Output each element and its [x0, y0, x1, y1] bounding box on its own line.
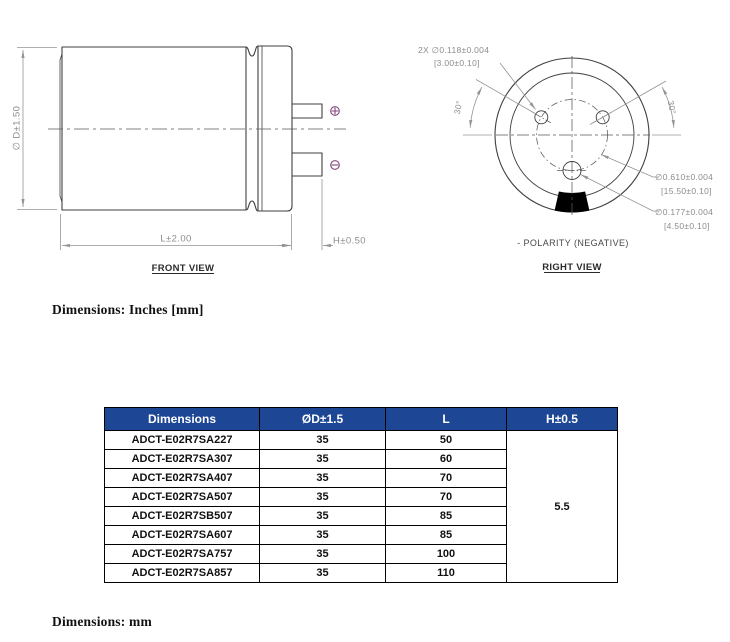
- negative-terminal-pin: [292, 153, 322, 176]
- polarity-hole-dimension-mm: [4.50±0.10]: [664, 221, 710, 231]
- part-number-cell: ADCT-E02R7SA227: [105, 431, 260, 450]
- length-cell: 85: [386, 526, 507, 545]
- diameter-cell: 35: [260, 469, 386, 488]
- diameter-cell: 35: [260, 450, 386, 469]
- polarity-hole-dimension-inches: ∅0.177±0.004: [655, 207, 714, 217]
- bolt-circle-dimension-inches: ∅0.610±0.004: [655, 172, 714, 182]
- diameter-cell: 35: [260, 431, 386, 450]
- column-header-dimensions: Dimensions: [105, 408, 260, 431]
- terminal-height-dimension-label: H±0.50: [333, 235, 366, 247]
- length-cell: 60: [386, 450, 507, 469]
- diameter-dimension-label: ∅ D±1.50: [11, 105, 23, 151]
- part-number-cell: ADCT-E02R7SA507: [105, 488, 260, 507]
- front-view-drawing: [0, 0, 400, 290]
- diameter-cell: 35: [260, 488, 386, 507]
- right-view-drawing: [400, 20, 730, 280]
- polarity-note: - POLARITY (NEGATIVE): [517, 238, 629, 248]
- negative-symbol-icon: [331, 161, 340, 170]
- diameter-cell: 35: [260, 545, 386, 564]
- column-header-height: H±0.5: [507, 408, 618, 431]
- dimensions-table: [104, 407, 618, 583]
- length-cell: 110: [386, 564, 507, 583]
- right-view-title: RIGHT VIEW: [542, 262, 602, 273]
- table-row: [105, 431, 618, 450]
- angle-dimension-left: 30°: [451, 99, 465, 116]
- front-view-dimension-lines: [17, 48, 333, 251]
- length-cell: 70: [386, 488, 507, 507]
- part-number-cell: ADCT-E02R7SA757: [105, 545, 260, 564]
- part-number-cell: ADCT-E02R7SA857: [105, 564, 260, 583]
- length-dimension-label: L±2.00: [160, 233, 192, 245]
- length-cell: 85: [386, 507, 507, 526]
- terminal-holes-dimension-mm: [3.00±0.10]: [434, 58, 480, 68]
- table-units-note: Dimensions: mm: [52, 614, 152, 629]
- drawing-units-note: Dimensions: Inches [mm]: [52, 302, 204, 317]
- diameter-cell: 35: [260, 526, 386, 545]
- positive-symbol-icon: [331, 107, 340, 116]
- diameter-cell: 35: [260, 564, 386, 583]
- part-number-cell: ADCT-E02R7SA607: [105, 526, 260, 545]
- bolt-circle-dimension-mm: [15.50±0.10]: [661, 186, 712, 196]
- angle-dimension-right: 30°: [665, 99, 679, 116]
- front-view-title: FRONT VIEW: [151, 263, 215, 274]
- length-cell: 70: [386, 469, 507, 488]
- length-cell: 50: [386, 431, 507, 450]
- column-header-diameter: ØD±1.5: [260, 408, 386, 431]
- length-cell: 100: [386, 545, 507, 564]
- right-view-centerlines: [496, 56, 650, 217]
- capacitor-body-outline: [60, 46, 322, 211]
- column-header-length: L: [386, 408, 507, 431]
- terminal-holes-dimension-inches: 2X ∅0.118±0.004: [418, 45, 490, 55]
- part-number-cell: ADCT-E02R7SA307: [105, 450, 260, 469]
- height-shared-cell: 5.5: [507, 431, 618, 583]
- part-number-cell: ADCT-E02R7SA407: [105, 469, 260, 488]
- diameter-cell: 35: [260, 507, 386, 526]
- part-number-cell: ADCT-E02R7SB507: [105, 507, 260, 526]
- positive-terminal-pin: [292, 104, 322, 118]
- table-header-row: [105, 408, 618, 431]
